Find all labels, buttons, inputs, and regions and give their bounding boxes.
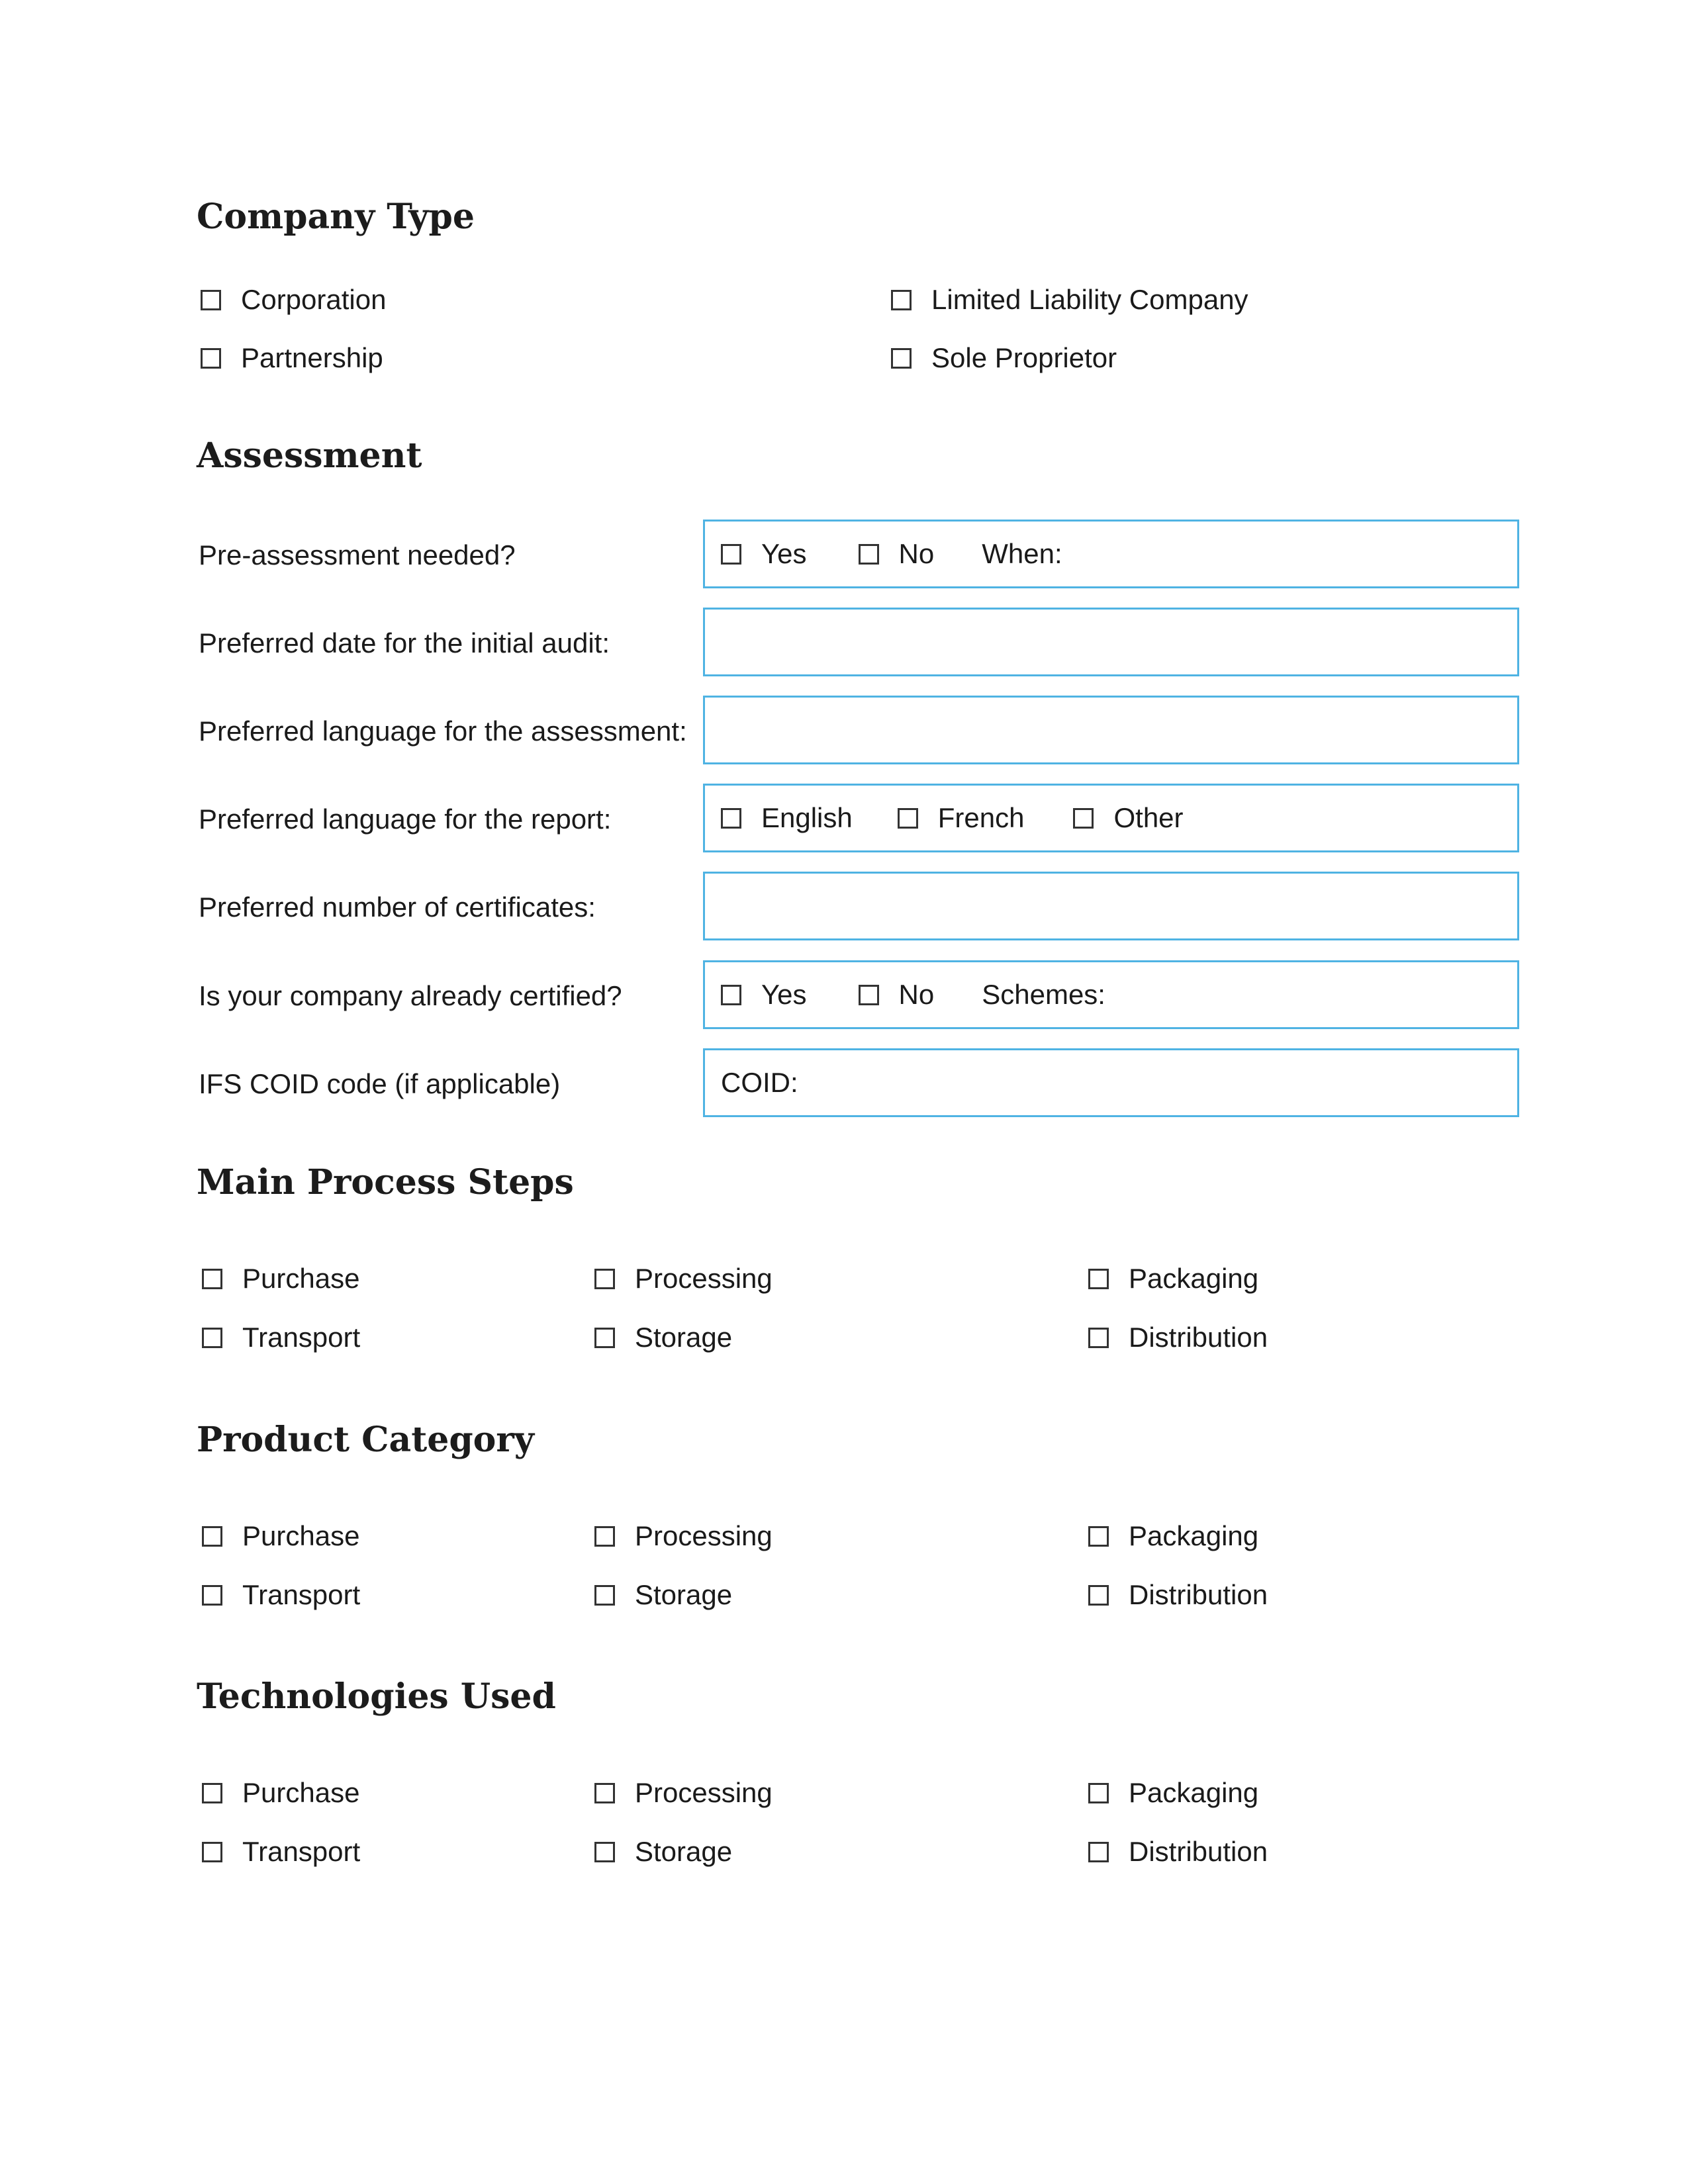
checkbox-icon[interactable] <box>594 1269 615 1289</box>
option-label: Purchase <box>242 1263 360 1294</box>
option-label: Packaging <box>1129 1777 1259 1808</box>
product-category-processing[interactable] <box>594 1522 773 1550</box>
option-label: Processing <box>635 1777 773 1808</box>
checkbox-icon[interactable] <box>1088 1585 1109 1606</box>
schemes-label[interactable]: Schemes: <box>982 979 1105 1010</box>
option-label: English <box>761 802 853 833</box>
option-label: Processing <box>635 1520 773 1551</box>
checkbox-icon[interactable] <box>202 1526 222 1547</box>
checkbox-icon[interactable] <box>202 1269 222 1289</box>
technologies-processing[interactable] <box>594 1779 773 1807</box>
checkbox-icon[interactable] <box>859 544 879 565</box>
option-label: Sole Proprietor <box>931 342 1117 373</box>
product-category-distribution[interactable] <box>1088 1581 1268 1609</box>
initial-audit-date-label: Preferred date for the initial audit: <box>199 627 610 659</box>
checkbox-icon[interactable] <box>891 348 912 369</box>
already-certified-field[interactable] <box>703 960 1519 1029</box>
checkbox-icon[interactable] <box>202 1328 222 1348</box>
checkbox-sole-proprietor[interactable] <box>891 344 1117 372</box>
option-label: Distribution <box>1129 1579 1268 1610</box>
product-category-packaging[interactable] <box>1088 1522 1258 1550</box>
report-language-english[interactable] <box>721 802 853 834</box>
report-language-label: Preferred language for the report: <box>199 803 612 835</box>
option-label: Distribution <box>1129 1836 1268 1867</box>
already-certified-label: Is your company already certified? <box>199 980 622 1011</box>
checkbox-icon[interactable] <box>594 1328 615 1348</box>
checkbox-llc[interactable] <box>891 286 1248 314</box>
checkbox-icon[interactable] <box>1088 1783 1109 1803</box>
product-category-purchase[interactable] <box>202 1522 359 1550</box>
checkbox-icon[interactable] <box>201 348 221 369</box>
checkbox-icon[interactable] <box>594 1842 615 1862</box>
technologies-heading: Technologies Used <box>197 1676 556 1717</box>
technologies-packaging[interactable] <box>1088 1779 1258 1807</box>
checkbox-icon[interactable] <box>594 1585 615 1606</box>
main-process-heading: Main Process Steps <box>197 1162 574 1203</box>
pre-assessment-field[interactable] <box>703 520 1519 588</box>
technologies-distribution[interactable] <box>1088 1838 1268 1866</box>
option-label: No <box>898 979 935 1010</box>
certificates-number-field[interactable] <box>703 872 1519 940</box>
technologies-transport[interactable] <box>202 1838 360 1866</box>
report-language-other[interactable] <box>1073 802 1183 834</box>
option-label: Purchase <box>242 1520 360 1551</box>
checkbox-icon[interactable] <box>721 808 741 829</box>
option-label: Limited Liability Company <box>931 284 1248 315</box>
option-label: Packaging <box>1129 1263 1259 1294</box>
option-label: Transport <box>242 1322 361 1353</box>
main-process-distribution[interactable] <box>1088 1324 1268 1351</box>
option-label: Purchase <box>242 1777 360 1808</box>
checkbox-icon[interactable] <box>859 985 879 1005</box>
checkbox-icon[interactable] <box>1073 808 1094 829</box>
pre-assessment-yes[interactable] <box>721 538 807 570</box>
checkbox-partnership[interactable] <box>201 344 383 372</box>
checkbox-icon[interactable] <box>898 808 918 829</box>
option-label: Processing <box>635 1263 773 1294</box>
report-language-field[interactable] <box>703 784 1519 852</box>
option-label: No <box>898 538 935 569</box>
pre-assessment-no[interactable] <box>859 538 935 570</box>
technologies-storage[interactable] <box>594 1838 732 1866</box>
option-label: Partnership <box>241 342 383 373</box>
main-process-purchase[interactable] <box>202 1265 359 1293</box>
checkbox-icon[interactable] <box>1088 1526 1109 1547</box>
option-label: Transport <box>242 1836 361 1867</box>
product-category-transport[interactable] <box>202 1581 360 1609</box>
when-label[interactable]: When: <box>982 538 1062 569</box>
assessment-language-label: Preferred language for the assessment: <box>199 715 687 747</box>
technologies-purchase[interactable] <box>202 1779 359 1807</box>
ifs-coid-label: IFS COID code (if applicable) <box>199 1068 561 1099</box>
option-label: Other <box>1113 802 1184 833</box>
checkbox-icon[interactable] <box>202 1842 222 1862</box>
checkbox-icon[interactable] <box>1088 1842 1109 1862</box>
option-label: Transport <box>242 1579 361 1610</box>
ifs-coid-field[interactable] <box>703 1048 1519 1117</box>
option-label: French <box>937 802 1025 833</box>
certificates-number-label: Preferred number of certificates: <box>199 891 596 923</box>
main-process-processing[interactable] <box>594 1265 773 1293</box>
checkbox-icon[interactable] <box>1088 1328 1109 1348</box>
assessment-heading: Assessment <box>197 435 422 476</box>
option-label: Distribution <box>1129 1322 1268 1353</box>
option-label: Packaging <box>1129 1520 1259 1551</box>
option-label: Yes <box>761 979 807 1010</box>
checkbox-icon[interactable] <box>1088 1269 1109 1289</box>
main-process-storage[interactable] <box>594 1324 732 1351</box>
checkbox-icon[interactable] <box>721 985 741 1005</box>
option-label: Storage <box>635 1579 733 1610</box>
pre-assessment-label: Pre-assessment needed? <box>199 539 516 570</box>
checkbox-icon[interactable] <box>721 544 741 565</box>
already-certified-yes[interactable] <box>721 979 807 1011</box>
initial-audit-date-field[interactable] <box>703 608 1519 676</box>
checkbox-icon[interactable] <box>202 1585 222 1606</box>
already-certified-no[interactable] <box>859 979 935 1011</box>
option-label: Storage <box>635 1322 733 1353</box>
checkbox-icon[interactable] <box>891 290 912 310</box>
product-category-storage[interactable] <box>594 1581 732 1609</box>
checkbox-corporation[interactable] <box>201 286 386 314</box>
product-category-heading: Product Category <box>197 1420 534 1460</box>
company-type-heading: Company Type <box>197 197 475 237</box>
option-label: Yes <box>761 538 807 569</box>
option-label: Corporation <box>241 284 387 315</box>
option-label: Storage <box>635 1836 733 1867</box>
checkbox-icon[interactable] <box>201 290 221 310</box>
main-process-transport[interactable] <box>202 1324 360 1351</box>
assessment-language-field[interactable] <box>703 696 1519 764</box>
main-process-packaging[interactable] <box>1088 1265 1258 1293</box>
checkbox-icon[interactable] <box>202 1783 222 1803</box>
report-language-french[interactable] <box>898 802 1025 834</box>
checkbox-icon[interactable] <box>594 1783 615 1803</box>
checkbox-icon[interactable] <box>594 1526 615 1547</box>
coid-label: COID: <box>721 1067 798 1098</box>
